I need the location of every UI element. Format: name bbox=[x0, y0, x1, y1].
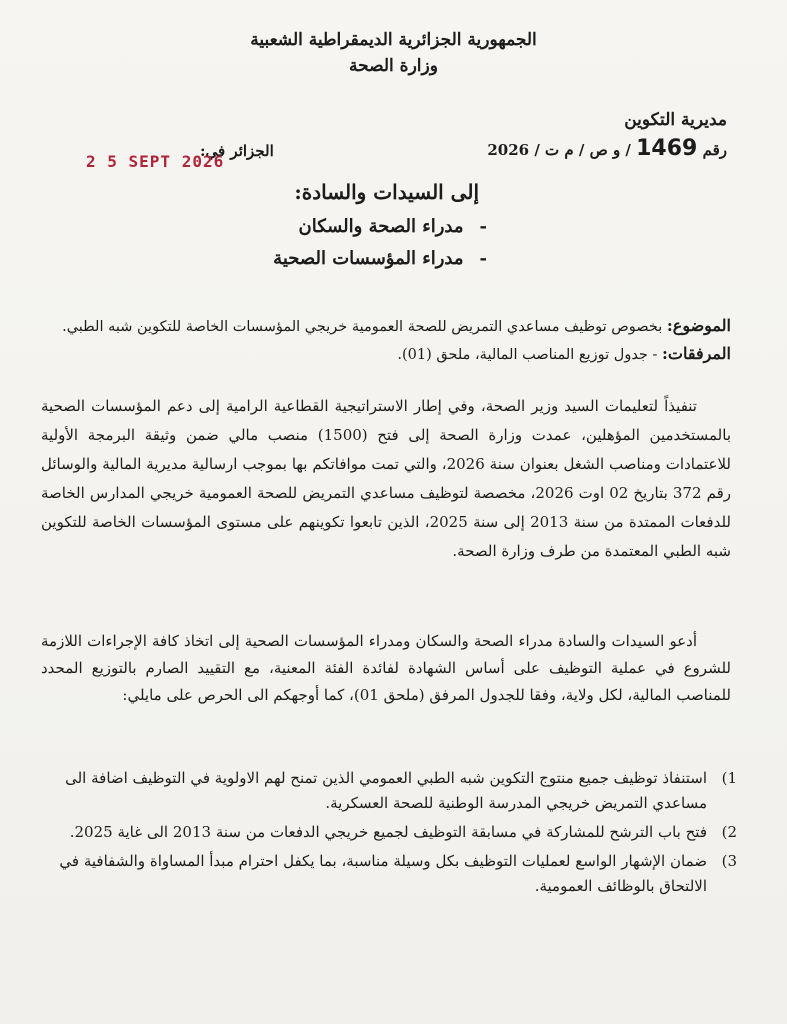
attachments-label: المرفقات: bbox=[662, 344, 731, 363]
addressee-item: -مدراء المؤسسات الصحية bbox=[273, 248, 487, 269]
list-item: 1) استنفاذ توظيف جميع منتوج التكوين شبه الطبي العمومي الذين تمنح لهم الاولوية في التوظيف اضافة الى مساعدي التمريض خريجي المدرسة الوطنية للصحة العسكرية. bbox=[65, 769, 737, 812]
ministry-heading: وزارة الصحة bbox=[349, 56, 438, 76]
directorate-name: مديرية التكوين bbox=[624, 110, 727, 130]
list-item: 3) ضمان الإشهار الواسع لعمليات التوظيف بكل وسيلة مناسبة، بما يكفل احترام مبدأ المساواة والشفافية في الالتحاق بالوظائف العمومية. bbox=[59, 852, 737, 895]
ref-prefix: رقم bbox=[702, 141, 727, 159]
subject-line bbox=[41, 316, 731, 335]
date-stamp: 2 5 SEPT 2026 bbox=[86, 152, 225, 171]
attachments-text: - جدول توزيع المناصب المالية، ملحق (01). bbox=[397, 347, 658, 363]
place-label: الجزائر في: bbox=[200, 142, 274, 160]
body-paragraph-1: تنفيذاً لتعليمات السيد وزير الصحة، وفي إطار الاستراتيجية القطاعية الرامية إلى دعم المؤسسات الصحية بالمستخدمين المؤهلين، عمدت وزارة الصحة إلى فتح (1500) منصب مالي ضمن وثيقة البرمجة الأولية للاعتمادات ومناصب الشغل بعنوان سنة 2026، والتي تمت موافاتكم بها بموجب ارسالية مديرية المالية والوسائل رقم 372 بتاريخ 02 اوت 2026، مخصصة لتوظيف مساعدي التمريض للصحة العمومية خريجي المدارس الخاصة للدفعات الممتدة من سنة 2013 إلى سنة 2025، الذين تابعوا تكوينهم على مستوى المؤسسات الخاصة للتكوين شبه الطبي المعتمدة من طرف وزارة الصحة. bbox=[41, 397, 731, 560]
addressees-title: إلى السيدات والسادة: bbox=[294, 180, 479, 204]
reference-line bbox=[487, 136, 727, 161]
addressee-item: -مدراء الصحة والسكان bbox=[298, 216, 487, 237]
attachments-line bbox=[41, 344, 731, 363]
subject-label: الموضوع: bbox=[666, 316, 731, 335]
ref-suffix: / و ص / م ت / 2026 bbox=[487, 141, 631, 159]
instructions-list bbox=[37, 766, 737, 903]
subject-text: بخصوص توظيف مساعدي التمريض للصحة العمومية خريجي المؤسسات الخاصة للتكوين شبه الطبي. bbox=[62, 319, 663, 335]
republic-heading: الجمهورية الجزائرية الديمقراطية الشعبية bbox=[250, 30, 537, 50]
body-paragraph-2: أدعو السيدات والسادة مدراء الصحة والسكان ومدراء المؤسسات الصحية إلى اتخاذ كافة الإجراءات اللازمة للشروع في عملية التوظيف على أساس الشهادة لفائدة الفئة المعنية، مع التقييد الصارم بالتوزيع المحدد للمناصب المالية، لكل ولاية، وفقا للجدول المرفق (ملحق 01)، كما أوجهكم الى الحرص على مايلي: bbox=[41, 632, 731, 704]
ref-number: 1469 bbox=[636, 136, 698, 161]
list-item: 2) فتح باب الترشح للمشاركة في مسابقة التوظيف لجميع خريجي الدفعات من سنة 2013 الى غاية 2025. bbox=[69, 823, 737, 841]
